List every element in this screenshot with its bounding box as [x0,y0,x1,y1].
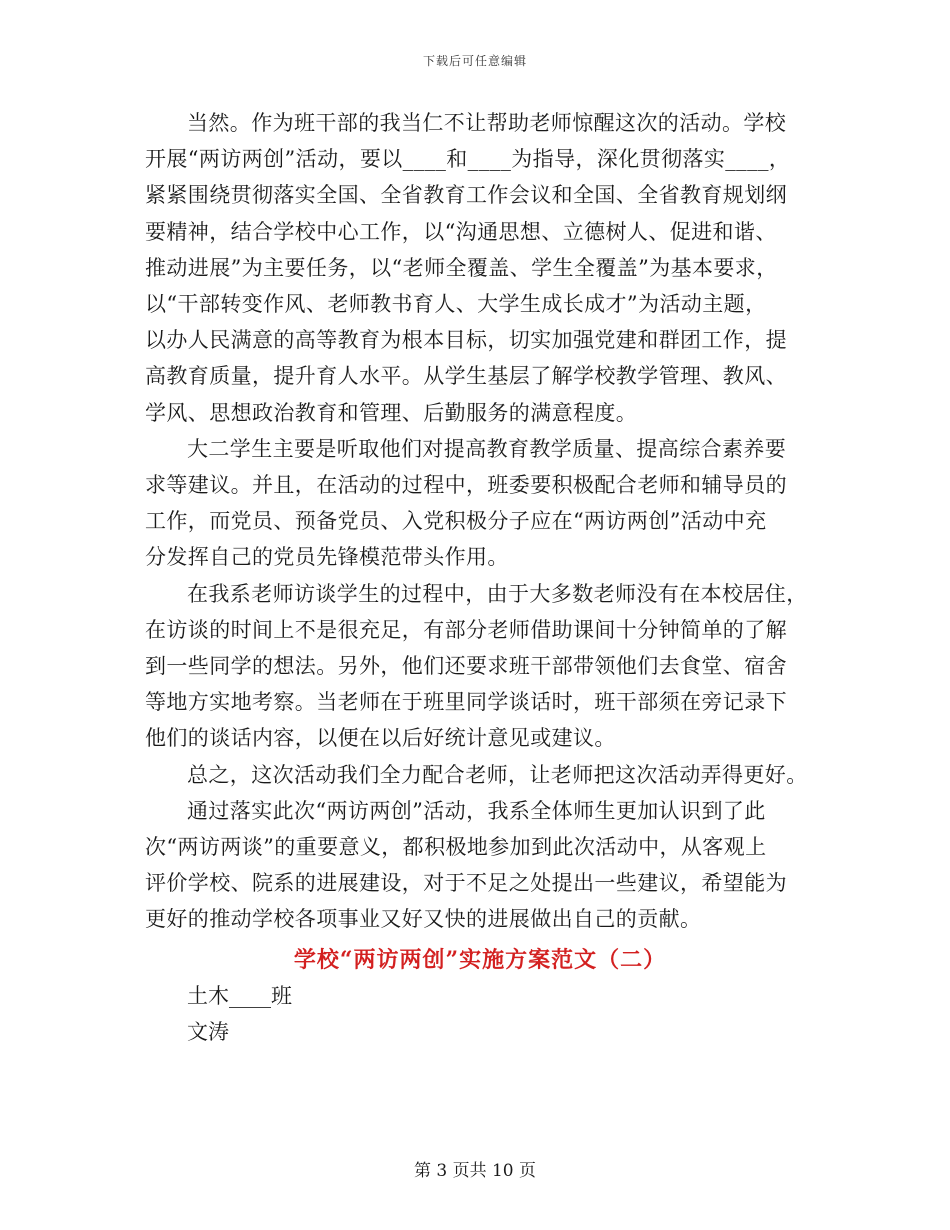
text-line: 评价学校、院系的进展建设，对于不足之处提出一些建议，希望能为 [145,871,787,896]
document-body [145,105,815,1050]
text-line: 要精神，结合学校中心工作，以“沟通思想、立德树人、促进和谐、 [145,219,777,244]
text-line: 等地方实地考察。当老师在于班里同学谈话时，班干部须在旁记录下 [145,690,787,715]
page-footer: 第 3 页共 10 页 [413,1161,537,1181]
text-line: 以办人民满意的高等教育为根本目标，切实加强党建和群团工作，提 [145,328,787,353]
text-line: 通过落实此次“两访两创”活动，我系全体师生更加认识到了此 [187,798,766,823]
text-line: 紧紧围绕贯彻落实全国、全省教育工作会议和全国、全省教育规划纲 [145,183,787,208]
paragraph-2 [145,431,815,576]
text-line: 以“干部转变作风、老师教书育人、大学生成长成才”为活动主题， [145,292,767,317]
text-line: 在访谈的时间上不是很充足，有部分老师借助课间十分钟简单的了解 [145,617,787,642]
text-line: 总之，这次活动我们全力配合老师，让老师把这次活动弄得更好。 [187,762,808,787]
text-line: 分发挥自己的党员先锋模范带头作用。 [145,545,509,570]
author-line: 文涛 [187,1019,229,1044]
text-line: 更好的推动学校各项事业又好又快的进展做出自己的贡献。 [145,907,702,932]
text-line: 求等建议。并且，在活动的过程中，班委要积极配合老师和辅导员的 [145,473,787,498]
paragraph-3 [145,576,815,757]
text-line: 大二学生主要是听取他们对提高教育教学质量、提高综合素养要 [187,436,787,461]
text-line: 推动进展”为主要任务，以“老师全覆盖、学生全覆盖”为基本要求， [145,255,778,280]
text-line: 学风、思想政治教育和管理、后勤服务的满意程度。 [145,400,638,425]
text-line: 到一些同学的想法。另外，他们还要求班干部带领他们去食堂、宿舍 [145,654,787,679]
paragraph-4 [145,757,815,793]
paragraph-5 [145,793,815,938]
text-line: 高教育质量，提升育人水平。从学生基层了解学校教学管理、教风、 [145,364,787,389]
class-line: 土木____班 [187,983,292,1008]
text-line: 开展“两访两创”活动，要以____和____为指导，深化贯彻落实____， [145,147,791,172]
text-line: 当然。作为班干部的我当仁不让帮助老师惊醒这次的活动。学校 [187,111,787,135]
text-line: 在我系老师访谈学生的过程中，由于大多数老师没有在本校居住， [187,581,808,606]
section-title: 学校“两访两创”实施方案范文（二） [293,946,667,973]
page-header-note: 下载后可任意编辑 [422,54,527,68]
text-line: 次“两访两谈”的重要意义，都积极地参加到此次活动中，从客观上 [145,835,767,860]
text-line: 他们的谈话内容，以便在以后好统计意见或建议。 [145,726,616,751]
text-line: 工作，而党员、预备党员、入党积极分子应在“两访两创”活动中充 [145,509,767,534]
paragraph-1 [145,105,815,431]
